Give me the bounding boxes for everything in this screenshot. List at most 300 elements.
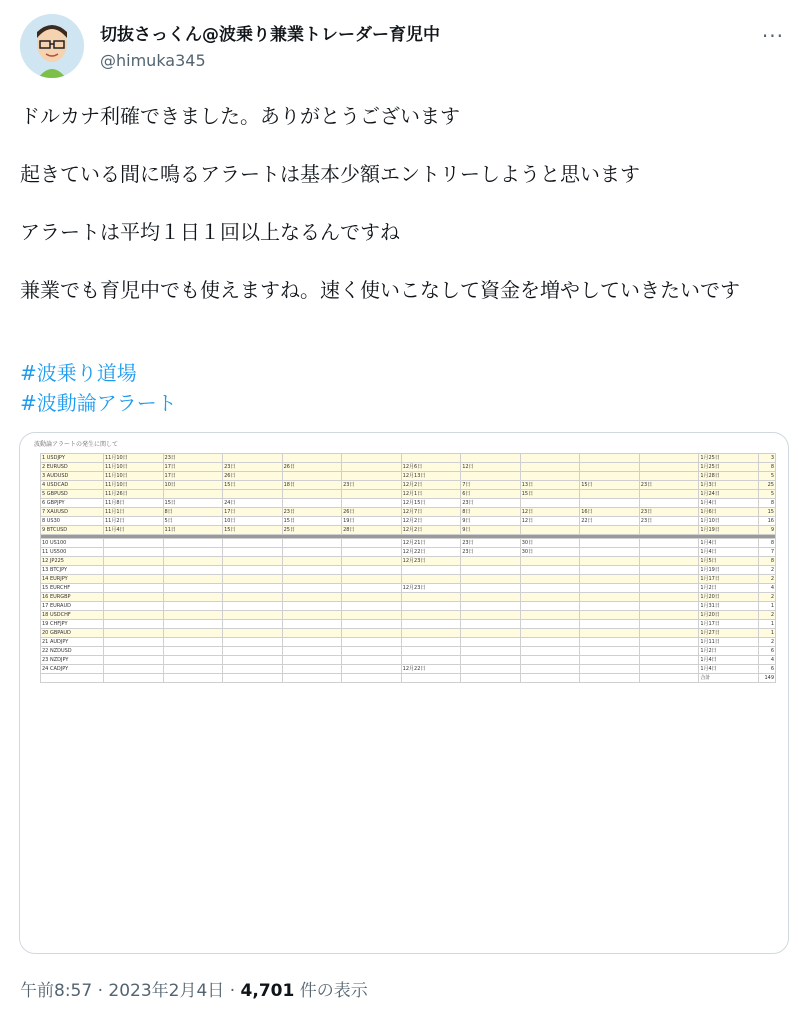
date-cell xyxy=(461,593,521,602)
date-cell xyxy=(580,620,640,629)
count-cell: 3 xyxy=(759,454,776,463)
sheet-row xyxy=(41,463,776,472)
sheet-row xyxy=(41,620,776,629)
date-cell xyxy=(401,602,461,611)
date-cell xyxy=(580,526,640,535)
date-cell: 28日 xyxy=(342,526,402,535)
date-cell xyxy=(223,638,283,647)
date-cell xyxy=(282,566,342,575)
date-cell: 11月10日 xyxy=(104,454,164,463)
date-cell xyxy=(282,539,342,548)
date-cell: 25日 xyxy=(282,526,342,535)
date-cell xyxy=(104,620,164,629)
empty-cell xyxy=(639,674,699,683)
date-cell xyxy=(580,584,640,593)
date-cell xyxy=(282,454,342,463)
tweet-image[interactable] xyxy=(19,432,789,954)
total-label: 合計 xyxy=(699,674,759,683)
date-cell: 11月26日 xyxy=(104,490,164,499)
date-cell xyxy=(580,611,640,620)
date-cell xyxy=(342,566,402,575)
date-cell xyxy=(342,557,402,566)
date-cell xyxy=(639,490,699,499)
date-cell xyxy=(520,620,580,629)
sheet-row xyxy=(41,566,776,575)
date-cell: 11日 xyxy=(163,526,223,535)
separator-dot: · xyxy=(229,981,241,1001)
date-cell: 30日 xyxy=(520,539,580,548)
date-cell: 23日 xyxy=(639,508,699,517)
date-cell xyxy=(342,454,402,463)
date-cell: 23日 xyxy=(461,548,521,557)
date-cell xyxy=(580,665,640,674)
date-cell xyxy=(520,611,580,620)
tweet-paragraph: 兼業でも育児中でも使えますね。速く使いこなして資金を増やしていきたいです xyxy=(20,278,740,302)
date-cell xyxy=(342,539,402,548)
date-cell: 1月4日 xyxy=(699,548,759,557)
date-cell xyxy=(639,620,699,629)
symbol-cell: 7 XAUUSD xyxy=(41,508,104,517)
date-cell xyxy=(282,602,342,611)
date-cell: 1月17日 xyxy=(699,575,759,584)
count-cell: 1 xyxy=(759,602,776,611)
symbol-cell: 3 AUDUSD xyxy=(41,472,104,481)
date-cell xyxy=(639,472,699,481)
tweet-header xyxy=(20,14,790,84)
sheet-row xyxy=(41,602,776,611)
date-cell xyxy=(580,539,640,548)
count-cell: 5 xyxy=(759,472,776,481)
date-cell: 19日 xyxy=(342,517,402,526)
date-cell xyxy=(639,454,699,463)
sheet-row xyxy=(41,638,776,647)
handle[interactable]: @himuka345 xyxy=(100,51,206,70)
date-cell xyxy=(639,647,699,656)
count-cell: 1 xyxy=(759,629,776,638)
date-cell xyxy=(580,602,640,611)
date-cell xyxy=(223,557,283,566)
count-cell: 4 xyxy=(759,656,776,665)
date-cell xyxy=(223,539,283,548)
date-cell xyxy=(639,575,699,584)
symbol-cell: 12 JP225 xyxy=(41,557,104,566)
sheet-row xyxy=(41,584,776,593)
date-cell: 12月7日 xyxy=(401,508,461,517)
sheet-row xyxy=(41,481,776,490)
date-cell xyxy=(223,656,283,665)
date-cell: 15日 xyxy=(520,490,580,499)
sheet-row xyxy=(41,539,776,548)
date-cell xyxy=(342,499,402,508)
date-cell: 12日 xyxy=(520,517,580,526)
date-cell xyxy=(282,620,342,629)
date-cell xyxy=(639,548,699,557)
date-cell: 1月4日 xyxy=(699,499,759,508)
date-cell: 23日 xyxy=(461,539,521,548)
date-cell xyxy=(520,629,580,638)
date-cell: 24日 xyxy=(223,499,283,508)
date-cell xyxy=(163,611,223,620)
date-cell xyxy=(342,463,402,472)
symbol-cell: 13 BTCJPY xyxy=(41,566,104,575)
date-cell xyxy=(461,575,521,584)
count-cell: 2 xyxy=(759,638,776,647)
date-cell: 26日 xyxy=(223,472,283,481)
date-cell: 12月2日 xyxy=(401,481,461,490)
date-cell xyxy=(401,566,461,575)
date-cell: 12月13日 xyxy=(401,472,461,481)
date-cell: 11月10日 xyxy=(104,463,164,472)
date-cell: 1月20日 xyxy=(699,593,759,602)
date-cell: 12日 xyxy=(461,463,521,472)
date-cell xyxy=(282,665,342,674)
date-cell: 22日 xyxy=(580,517,640,526)
date-cell xyxy=(342,656,402,665)
date-cell xyxy=(401,575,461,584)
date-cell xyxy=(461,602,521,611)
symbol-cell: 22 NZDUSD xyxy=(41,647,104,656)
sheet-row xyxy=(41,629,776,638)
date-cell: 11月10日 xyxy=(104,481,164,490)
date-cell xyxy=(461,454,521,463)
date-cell: 26日 xyxy=(282,463,342,472)
date-cell xyxy=(342,620,402,629)
count-cell: 8 xyxy=(759,499,776,508)
date-cell xyxy=(282,611,342,620)
date-cell xyxy=(461,566,521,575)
date-cell xyxy=(520,584,580,593)
date-cell: 1月3日 xyxy=(699,481,759,490)
date-cell xyxy=(282,647,342,656)
date-cell: 11月8日 xyxy=(104,499,164,508)
date-cell xyxy=(580,638,640,647)
count-cell: 2 xyxy=(759,611,776,620)
empty-cell xyxy=(401,674,461,683)
date-cell xyxy=(104,665,164,674)
display-name[interactable]: 切抜さっくん@波乗り兼業トレーダー育児中 xyxy=(100,25,440,45)
date-cell: 12月22日 xyxy=(401,548,461,557)
date-cell xyxy=(580,454,640,463)
date-cell: 1月17日 xyxy=(699,620,759,629)
date-cell xyxy=(163,566,223,575)
count-cell: 8 xyxy=(759,463,776,472)
date-cell: 1月4日 xyxy=(699,539,759,548)
date-cell xyxy=(342,647,402,656)
count-cell: 2 xyxy=(759,566,776,575)
date-cell xyxy=(223,611,283,620)
date-cell xyxy=(282,584,342,593)
date-cell xyxy=(223,593,283,602)
date-cell xyxy=(342,638,402,647)
count-cell: 8 xyxy=(759,557,776,566)
sheet-row xyxy=(41,593,776,602)
date-cell: 23日 xyxy=(639,481,699,490)
date-cell: 17日 xyxy=(163,463,223,472)
tweet-paragraph: 起きている間に鳴るアラートは基本少額エントリーしようと思います xyxy=(20,162,640,186)
date-cell xyxy=(639,638,699,647)
count-cell: 25 xyxy=(759,481,776,490)
tweet-time[interactable]: 午前8:57 xyxy=(20,981,93,1001)
date-cell: 1月20日 xyxy=(699,611,759,620)
date-cell xyxy=(580,593,640,602)
date-cell xyxy=(104,611,164,620)
date-cell xyxy=(163,656,223,665)
date-cell xyxy=(639,665,699,674)
date-cell: 11月2日 xyxy=(104,517,164,526)
date-cell: 15日 xyxy=(282,517,342,526)
avatar[interactable] xyxy=(20,14,84,78)
date-cell: 23日 xyxy=(639,517,699,526)
date-cell: 15日 xyxy=(223,526,283,535)
empty-cell xyxy=(223,674,283,683)
date-cell xyxy=(223,566,283,575)
date-cell xyxy=(461,620,521,629)
date-cell xyxy=(520,602,580,611)
symbol-cell: 23 NZDJPY xyxy=(41,656,104,665)
sheet-row xyxy=(41,490,776,499)
sheet-row xyxy=(41,472,776,481)
date-cell: 1月31日 xyxy=(699,602,759,611)
date-cell: 1月2日 xyxy=(699,584,759,593)
empty-cell xyxy=(41,674,104,683)
date-cell xyxy=(580,656,640,665)
sheet-row xyxy=(41,656,776,665)
count-cell: 6 xyxy=(759,647,776,656)
date-cell xyxy=(461,557,521,566)
date-cell xyxy=(639,539,699,548)
date-cell xyxy=(461,647,521,656)
hashtag-link[interactable]: #波動論アラート xyxy=(20,391,177,415)
date-cell xyxy=(223,584,283,593)
symbol-cell: 10 US100 xyxy=(41,539,104,548)
date-cell xyxy=(639,611,699,620)
date-cell: 30日 xyxy=(520,548,580,557)
date-cell xyxy=(580,499,640,508)
symbol-cell: 2 EURUSD xyxy=(41,463,104,472)
separator-dot: · xyxy=(97,981,109,1001)
hashtags xyxy=(20,358,177,418)
date-cell: 5日 xyxy=(163,517,223,526)
date-cell xyxy=(342,490,402,499)
symbol-cell: 11 US500 xyxy=(41,548,104,557)
sheet-row xyxy=(41,508,776,517)
date-cell xyxy=(282,557,342,566)
empty-cell xyxy=(520,674,580,683)
date-cell: 6日 xyxy=(461,490,521,499)
date-cell: 11月4日 xyxy=(104,526,164,535)
count-cell: 6 xyxy=(759,665,776,674)
date-cell xyxy=(401,620,461,629)
sheet-title: 波動論アラートの発生に関して xyxy=(34,441,119,448)
date-cell xyxy=(520,656,580,665)
date-cell: 1月4日 xyxy=(699,656,759,665)
date-cell xyxy=(223,602,283,611)
symbol-cell: 8 US30 xyxy=(41,517,104,526)
sheet-row xyxy=(41,526,776,535)
symbol-cell: 18 USDCHF xyxy=(41,611,104,620)
date-cell xyxy=(163,593,223,602)
date-cell: 18日 xyxy=(282,481,342,490)
date-cell: 7日 xyxy=(461,481,521,490)
date-cell xyxy=(461,472,521,481)
date-cell xyxy=(163,629,223,638)
date-cell: 9日 xyxy=(461,526,521,535)
date-cell xyxy=(639,526,699,535)
date-cell xyxy=(104,629,164,638)
date-cell xyxy=(163,539,223,548)
count-cell: 16 xyxy=(759,517,776,526)
date-cell xyxy=(580,647,640,656)
date-cell: 12月22日 xyxy=(401,665,461,674)
date-cell xyxy=(163,548,223,557)
date-cell: 1月5日 xyxy=(699,557,759,566)
date-cell xyxy=(342,629,402,638)
date-cell: 23日 xyxy=(282,508,342,517)
sheet-row xyxy=(41,548,776,557)
date-cell xyxy=(163,665,223,674)
tweet-paragraph: アラートは平均１日１回以上なるんですね xyxy=(20,220,400,244)
date-cell xyxy=(163,638,223,647)
date-cell xyxy=(104,593,164,602)
date-cell xyxy=(580,557,640,566)
date-cell xyxy=(163,602,223,611)
sheet-row xyxy=(41,517,776,526)
date-cell: 23日 xyxy=(461,499,521,508)
date-cell: 1月19日 xyxy=(699,566,759,575)
symbol-cell: 4 USDCAD xyxy=(41,481,104,490)
view-count: 4,701 xyxy=(240,981,295,1001)
date-cell xyxy=(401,593,461,602)
empty-cell xyxy=(342,674,402,683)
date-cell xyxy=(520,454,580,463)
date-cell: 8日 xyxy=(163,508,223,517)
date-cell: 12月2日 xyxy=(401,526,461,535)
sheet-row xyxy=(41,575,776,584)
date-cell: 15日 xyxy=(163,499,223,508)
date-cell xyxy=(639,557,699,566)
date-cell: 13日 xyxy=(520,481,580,490)
date-cell: 1月11日 xyxy=(699,638,759,647)
date-cell xyxy=(342,611,402,620)
date-cell: 23日 xyxy=(342,481,402,490)
date-cell xyxy=(223,620,283,629)
date-cell: 1月6日 xyxy=(699,508,759,517)
sheet-row xyxy=(41,499,776,508)
date-cell: 10日 xyxy=(163,481,223,490)
date-cell xyxy=(342,575,402,584)
date-cell xyxy=(163,490,223,499)
date-cell: 12月15日 xyxy=(401,499,461,508)
date-cell xyxy=(639,584,699,593)
avatar-face-icon xyxy=(20,14,84,78)
date-cell xyxy=(461,656,521,665)
symbol-cell: 14 EURJPY xyxy=(41,575,104,584)
date-cell xyxy=(342,548,402,557)
date-cell xyxy=(639,499,699,508)
tweet-date[interactable]: 2023年2月4日 xyxy=(108,981,225,1001)
tweet-paragraph: ドルカナ利確できました。ありがとうございます xyxy=(20,104,460,128)
date-cell xyxy=(520,665,580,674)
date-cell xyxy=(342,584,402,593)
date-cell xyxy=(520,575,580,584)
date-cell xyxy=(639,566,699,575)
date-cell: 12月2日 xyxy=(401,517,461,526)
date-cell: 15日 xyxy=(223,481,283,490)
date-cell xyxy=(163,575,223,584)
date-cell xyxy=(520,638,580,647)
date-cell xyxy=(104,647,164,656)
date-cell xyxy=(639,629,699,638)
date-cell xyxy=(223,575,283,584)
count-cell: 2 xyxy=(759,575,776,584)
view-label: 件の表示 xyxy=(299,981,368,1001)
date-cell xyxy=(104,575,164,584)
date-cell: 17日 xyxy=(223,508,283,517)
date-cell: 1月25日 xyxy=(699,454,759,463)
date-cell xyxy=(282,548,342,557)
date-cell xyxy=(163,647,223,656)
date-cell xyxy=(639,593,699,602)
date-cell xyxy=(282,499,342,508)
date-cell xyxy=(223,548,283,557)
date-cell xyxy=(520,526,580,535)
date-cell: 1月28日 xyxy=(699,472,759,481)
date-cell xyxy=(223,665,283,674)
sheet-row xyxy=(41,454,776,463)
tweet-footer xyxy=(20,976,368,1001)
date-cell xyxy=(401,656,461,665)
date-cell: 12月1日 xyxy=(401,490,461,499)
empty-cell xyxy=(163,674,223,683)
more-icon[interactable]: ··· xyxy=(761,24,784,48)
spreadsheet xyxy=(40,453,776,683)
symbol-cell: 15 EURCHF xyxy=(41,584,104,593)
sheet-row xyxy=(41,647,776,656)
symbol-cell: 24 CADJPY xyxy=(41,665,104,674)
date-cell xyxy=(104,656,164,665)
count-cell: 1 xyxy=(759,620,776,629)
date-cell xyxy=(282,629,342,638)
empty-cell xyxy=(461,674,521,683)
date-cell: 11月1日 xyxy=(104,508,164,517)
symbol-cell: 1 USDJPY xyxy=(41,454,104,463)
count-cell: 8 xyxy=(759,539,776,548)
date-cell xyxy=(104,584,164,593)
symbol-cell: 19 CHFJPY xyxy=(41,620,104,629)
date-cell xyxy=(401,454,461,463)
date-cell xyxy=(282,593,342,602)
date-cell xyxy=(520,472,580,481)
date-cell xyxy=(282,472,342,481)
hashtag-link[interactable]: #波乗り道場 xyxy=(20,361,137,385)
date-cell: 1月24日 xyxy=(699,490,759,499)
count-cell: 4 xyxy=(759,584,776,593)
date-cell: 1月25日 xyxy=(699,463,759,472)
date-cell: 17日 xyxy=(163,472,223,481)
date-cell xyxy=(104,557,164,566)
date-cell xyxy=(342,593,402,602)
date-cell xyxy=(520,499,580,508)
tweet-text xyxy=(20,102,780,334)
date-cell: 12日 xyxy=(520,508,580,517)
date-cell xyxy=(104,602,164,611)
date-cell xyxy=(461,629,521,638)
sheet-row xyxy=(41,665,776,674)
date-cell: 12月23日 xyxy=(401,584,461,593)
date-cell xyxy=(401,611,461,620)
date-cell xyxy=(401,629,461,638)
date-cell xyxy=(520,647,580,656)
